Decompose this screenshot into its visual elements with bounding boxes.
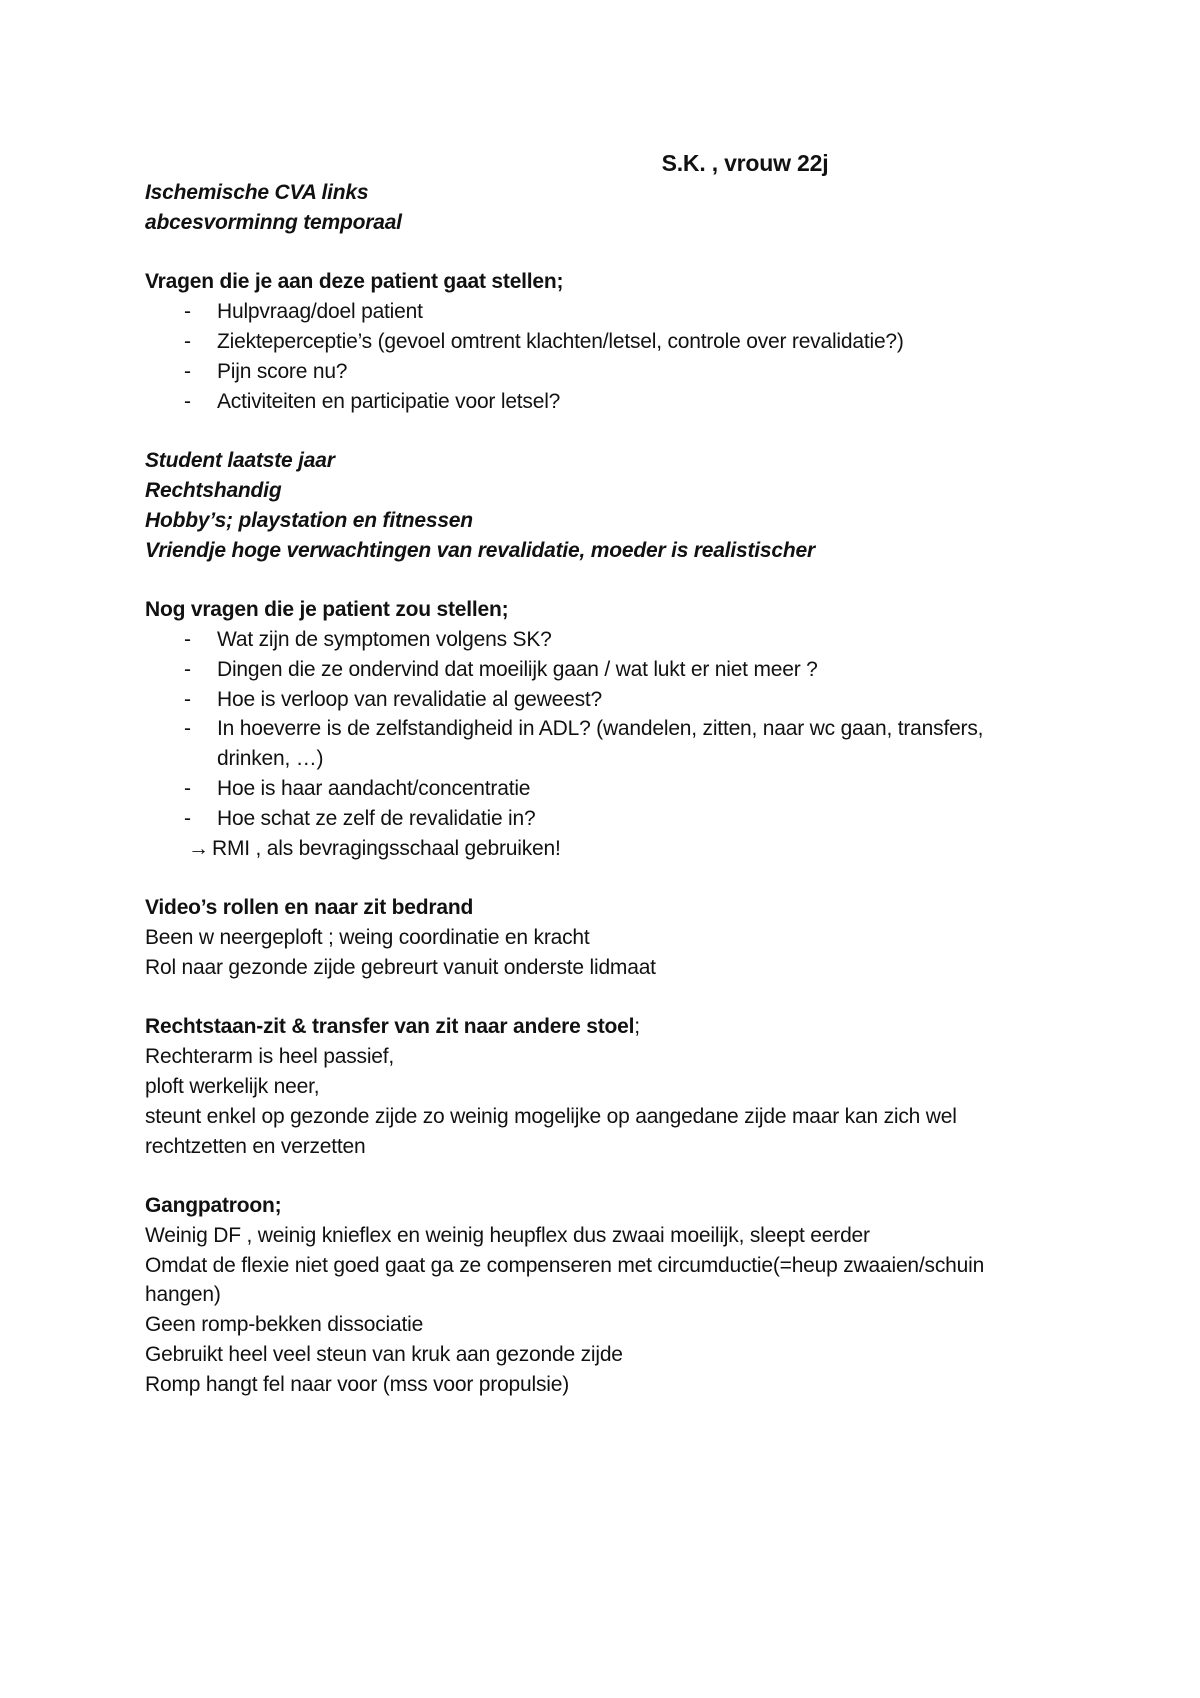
background-line: Rechtshandig (145, 478, 282, 502)
list-item (145, 685, 1075, 715)
list-item-text: Hoe is haar aandacht/concentratie (217, 776, 531, 800)
list-item-text: Activiteiten en participatie voor letsel? (217, 389, 561, 413)
gait-line: Romp hangt fel naar voor (mss voor propulsie) (145, 1372, 570, 1396)
arrow-right-icon: → (188, 836, 209, 860)
list-item (145, 774, 1075, 804)
transfer-line: Rechterarm is heel passief, (145, 1045, 395, 1069)
transfer-heading (145, 1012, 1075, 1042)
gait-line: Weinig DF , weinig knieflex en weinig heupflex dus zwaai moeilijk, sleept eerder (145, 1223, 870, 1247)
gait-heading: Gangpatroon; (145, 1194, 282, 1218)
list-item-text: Pijn score nu? (217, 359, 348, 383)
dash-bullet: - (184, 627, 191, 651)
list-item (145, 357, 1075, 387)
arrow-note-text: RMI , als bevragingsschaal gebruiken! (212, 836, 561, 860)
document-title: S.K. , vrouw 22j (661, 150, 829, 176)
dash-bullet: - (184, 776, 191, 800)
video-heading: Video’s rollen en naar zit bedrand (145, 896, 474, 920)
spacer (145, 1161, 1075, 1191)
list-item (145, 714, 1075, 774)
dash-bullet: - (184, 359, 191, 383)
list-item (145, 387, 1075, 417)
dash-bullet: - (184, 806, 191, 830)
document-page (145, 148, 1075, 1400)
questions-list (145, 297, 1075, 416)
spacer (145, 416, 1075, 446)
list-item-text: In hoeverre is de zelfstandigheid in ADL? (wandelen, zitten, naar wc gaan, transfers, drinken, …) (217, 717, 984, 771)
spacer (145, 983, 1075, 1013)
followup-questions-heading: Nog vragen die je patient zou stellen; (145, 598, 509, 622)
diagnosis-line: abcesvorminng temporaal (145, 210, 402, 234)
arrow-note (145, 834, 1075, 864)
list-item-text: Hoe is verloop van revalidatie al geweest? (217, 687, 602, 711)
video-line: Been w neergeploft ; weing coordinatie en kracht (145, 925, 590, 949)
list-item-text: Dingen die ze ondervind dat moeilijk gaan / wat lukt er niet meer ? (217, 657, 818, 681)
spacer (145, 238, 1075, 268)
list-item (145, 655, 1075, 685)
list-item-text: Hoe schat ze zelf de revalidatie in? (217, 806, 536, 830)
transfer-line: steunt enkel op gezonde zijde zo weinig mogelijke op aangedane zijde maar kan zich wel rechtzetten en verzetten (145, 1104, 957, 1158)
list-item-text: Wat zijn de symptomen volgens SK? (217, 627, 552, 651)
list-item (145, 327, 1075, 357)
transfer-heading-text: Rechtstaan-zit & transfer van zit naar andere stoel (145, 1015, 635, 1039)
dash-bullet: - (184, 717, 191, 741)
dash-bullet: - (184, 657, 191, 681)
list-item (145, 625, 1075, 655)
video-line: Rol naar gezonde zijde gebreurt vanuit onderste lidmaat (145, 955, 656, 979)
transfer-heading-suffix: ; (634, 1015, 640, 1039)
gait-line: Omdat de flexie niet goed gaat ga ze compenseren met circumductie(=heup zwaaien/schuin hangen) (145, 1253, 985, 1307)
dash-bullet: - (184, 687, 191, 711)
list-item-text: Ziekteperceptie’s (gevoel omtrent klachten/letsel, controle over revalidatie?) (217, 329, 904, 353)
transfer-line: ploft werkelijk neer, (145, 1074, 320, 1098)
background-line: Vriendje hoge verwachtingen van revalidatie, moeder is realistischer (145, 538, 815, 562)
followup-questions-list (145, 625, 1075, 834)
gait-line: Gebruikt heel veel steun van kruk aan gezonde zijde (145, 1343, 623, 1367)
list-item-text: Hulpvraag/doel patient (217, 300, 423, 324)
spacer (145, 565, 1075, 595)
background-line: Hobby’s; playstation en fitnessen (145, 508, 473, 532)
list-item (145, 804, 1075, 834)
dash-bullet: - (184, 300, 191, 324)
diagnosis-line: Ischemische CVA links (145, 181, 369, 204)
background-line: Student laatste jaar (145, 449, 335, 473)
spacer (145, 863, 1075, 893)
dash-bullet: - (184, 329, 191, 353)
questions-heading: Vragen die je aan deze patient gaat stellen; (145, 270, 564, 294)
list-item (145, 297, 1075, 327)
dash-bullet: - (184, 389, 191, 413)
gait-line: Geen romp-bekken dissociatie (145, 1313, 424, 1337)
